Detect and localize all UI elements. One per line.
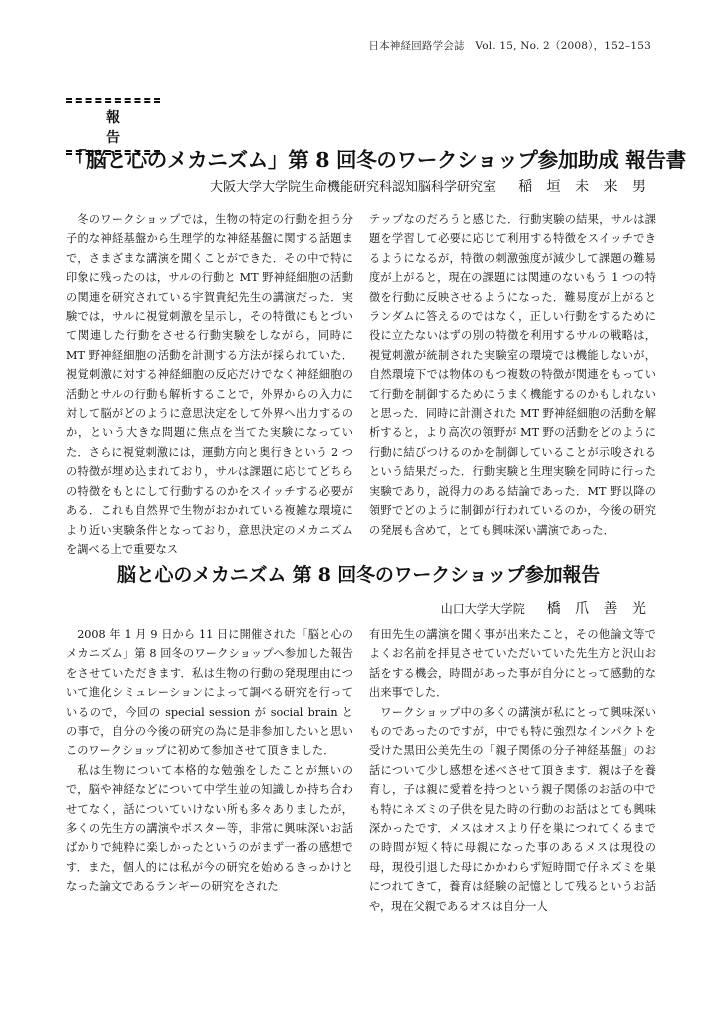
report2-affiliation: 山口大学大学院: [440, 602, 525, 616]
report1-byline: [210, 176, 651, 196]
paragraph: 2008 年 1 月 9 日から 11 日に開催された「脳と心のメカニズム」第 8 回冬のワークショップへ参加した報告をさせていただきます．私は生物の行動の発現理由について進化シミュレーションによって調べる研究を行っているので，今回の special session が social brain との事で，自分の今後の研究の為に是非参加したいと思いこのワークショップに初めて参加させて頂きました．: [66, 628, 353, 758]
report1-column-left: [66, 210, 353, 559]
report1-title: 「脳と心のメカニズム」第 8 回冬のワークショップ参加助成 報告書: [66, 148, 686, 172]
report1-affiliation: 大阪大学大学院生命機能研究科認知脳科学研究室: [210, 180, 497, 195]
paragraph: 私は生物について本格的な勉強をしたことが無いので，脳や神経などについて中学生並の知識しか持ち合わせてなく，話についていけない所も多々ありましたが，多くの先生方の講演やポスター等，非常に興味深いお話ばかりで純粋に楽しかったというのがまず一番の感想です．また，個人的には私が今の研究を始めるきっかけとなった論文であるランギーの研究をされた: [66, 763, 353, 894]
report1-body: [66, 210, 656, 559]
report2-column-left: [66, 625, 353, 916]
paragraph: 冬のワークショップでは，生物の特定の行動を担う分子的な神経基盤から生理学的な神経基盤に関する話題まで，さまざまな講演を聞くことができた．その中で特に印象に残ったのは，サルの行動と MT 野神経細胞の活動の関連を研究されている宇賀貴紀先生の講演だった．実験では，サルに視覚刺激を呈示し，その特徴にもとづいて関連した行動をさせる行動実験をしながら，同時に MT 野神経細胞の活動を計測する方法が採られていた．視覚刺激に対する神経細胞の反応だけでなく神経細胞の活動とサルの行動も解析することで，外界からの入力に対して脳がどのように意思決定をして外界へ出力するのか，という大きな問題に焦点を当てた実験になっていた．さらに視覚刺激には，運動方向と奥行きという 2 つの特徴が埋め込まれており，サルは課題に応じてどちらの特徴をもとにして行動するのかをスイッチする必要がある．これも自然界で生物がおかれている複雑な環境により近い実験条件となっており，意思決定のメカニズムを調べる上で重要なス: [66, 213, 353, 556]
report2-author: 橋 爪 善 光: [546, 601, 651, 617]
paragraph: ワークショップ中の多くの講演が私にとって興味深いものであったのですが，中でも特に強烈なインパクトを受けた黒田公美先生の「親子関係の分子神経基盤」のお話について少し感想を述べさせて頂きます．親は子を養育し，子は親に愛着を持つという親子関係のお話の中でも特にネズミの子供を見た時の行動のお話はとても興味深かったです．メスはオスより仔を巣につれてくるまでの時間が短く特に母親になった事のあるメスは現役の母，現役引退した母にかかわらず短時間で仔ネズミを巣につれてきて，養育は経験の記憶として残るというお話や，現在父親であるオスは自分一人: [369, 705, 656, 913]
report2-column-right: [369, 625, 656, 916]
report2-title: 脳と心のメカニズム 第 8 回冬のワークショップ参加報告: [116, 564, 601, 586]
section-tag-label: 報告: [106, 110, 150, 146]
paragraph: 有田先生の講演を聞く事が出来たこと，その他論文等でよくお名前を拝見させていただいていた先生方と沢山お話をする機会，時間があった事が自分にとって感動的な出来事でした．: [369, 628, 656, 700]
paragraph: テップなのだろうと感じた．行動実験の結果，サルは課題を学習して必要に応じて利用する特徴をスイッチできるようになるが，特徴の刺激強度が減少して課題の難易度が上がると，現在の課題には関連のないもう 1 つの特徴を行動に反映させるようになった．難易度が上がるとランダムに答えるのではなく，正しい行動をするために役に立たないはずの別の特徴を利用するサルの戦略は，視覚刺激が統制された実験室の環境では機能しないが，自然環境下では物体のもつ複数の特徴が関連をもっていて行動を制御するためにうまく機能するのかもしれないと思った．同時に計測された MT 野神経細胞の活動を解析すると，より高次の領野が MT 野の活動をどのように行動に結びつけるのかを制御していることが示唆されるという結果だった．行動実験と生理実験を同時に行った実験であり，説得力のある結論であった．MT 野以降の領野でどのように制御が行われているのか，今後の研究の発展も含めて，とても興味深い講演であった．: [369, 213, 656, 537]
report2-body: [66, 625, 656, 916]
report1-author: 稲 垣 未 来 男: [518, 179, 651, 195]
journal-citation: 日本神経回路学会誌 Vol. 15, No. 2（2008），152–153: [368, 40, 651, 52]
report2-byline: [441, 598, 651, 618]
report1-column-right: [369, 210, 656, 559]
